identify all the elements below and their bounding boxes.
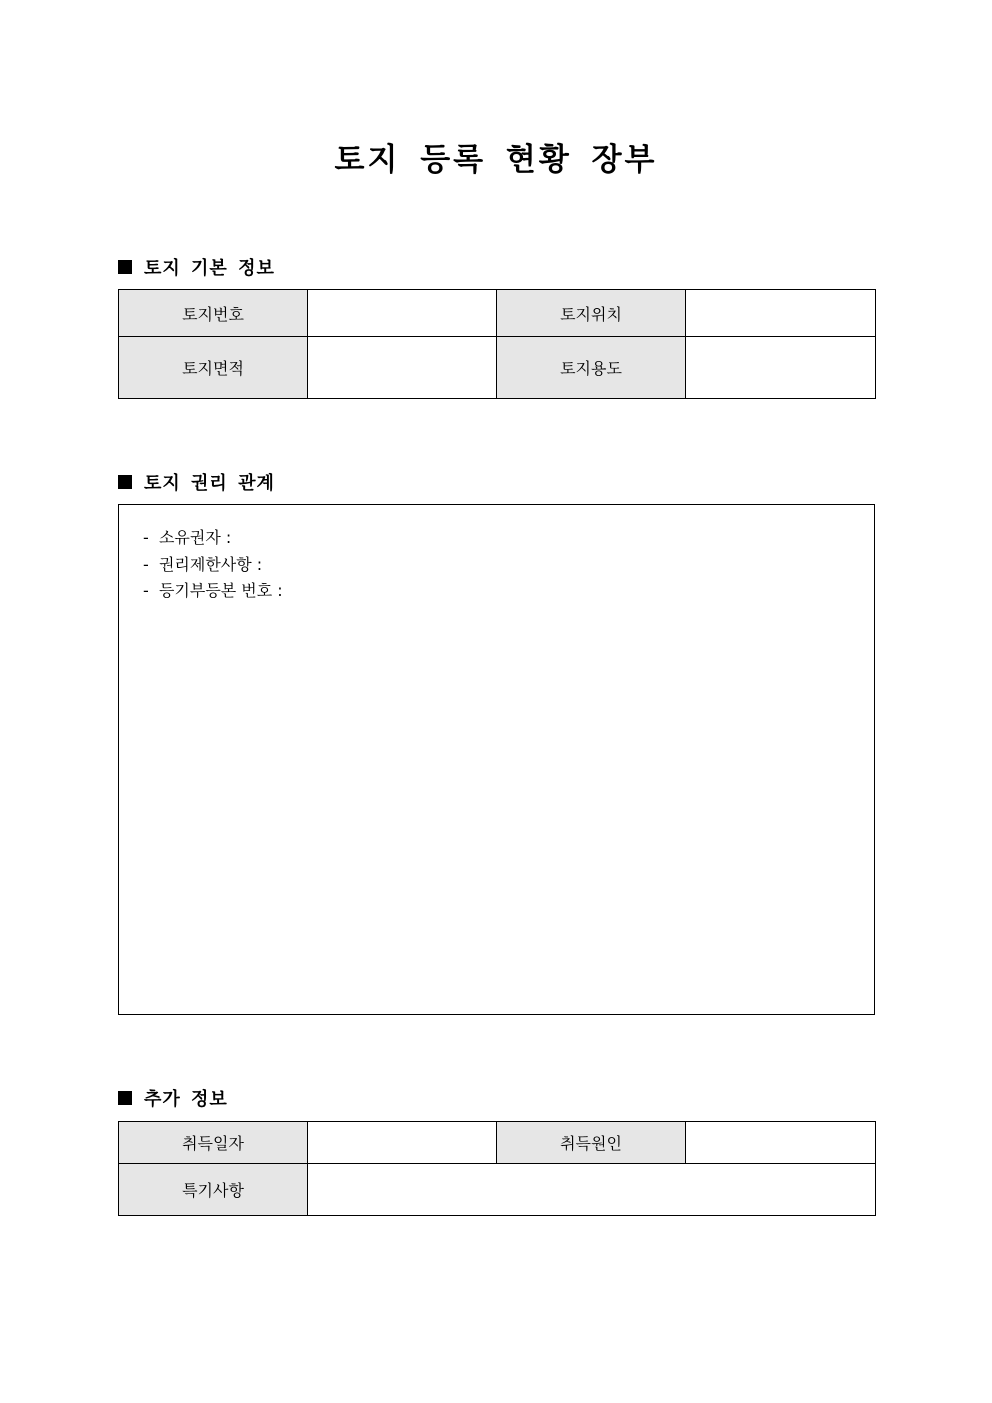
acquisition-date-field[interactable] [308, 1122, 497, 1164]
square-bullet-icon [118, 260, 132, 274]
square-bullet-icon [118, 1091, 132, 1105]
land-area-label: 토지면적 [119, 337, 308, 399]
land-location-field[interactable] [686, 290, 876, 337]
table-row [119, 1164, 876, 1216]
table-row [119, 1122, 876, 1164]
rights-textbox[interactable] [118, 504, 875, 1015]
land-use-label: 토지용도 [497, 337, 686, 399]
land-area-field[interactable] [308, 337, 497, 399]
acquisition-cause-label: 취득원인 [497, 1122, 686, 1164]
section-heading-rights [118, 469, 275, 495]
land-use-field[interactable] [686, 337, 876, 399]
section-heading-additional [118, 1085, 228, 1111]
land-number-field[interactable] [308, 290, 497, 337]
section-heading-basic [118, 254, 275, 280]
land-location-label: 토지위치 [497, 290, 686, 337]
land-number-label: 토지번호 [119, 290, 308, 337]
section-heading-basic-label: 토지 기본 정보 [144, 258, 275, 279]
restriction-item: - 권리제한사항 : [143, 554, 263, 574]
document-title: 토지 등록 현황 장부 [334, 142, 658, 178]
owner-item: - 소유권자 : [143, 528, 232, 547]
section-heading-rights-label: 토지 권리 관계 [144, 473, 275, 494]
basic-info-table [118, 289, 876, 399]
table-row [119, 337, 876, 399]
acquisition-cause-field[interactable] [686, 1122, 876, 1164]
registry-number-item: - 등기부등본 번호 : [143, 581, 283, 600]
remarks-field[interactable] [308, 1164, 876, 1216]
section-heading-additional-label: 추가 정보 [144, 1089, 228, 1110]
square-bullet-icon [118, 475, 132, 489]
table-row [119, 290, 876, 337]
additional-info-table [118, 1121, 876, 1216]
rights-list [143, 525, 283, 605]
remarks-label: 특기사항 [119, 1164, 308, 1216]
acquisition-date-label: 취득일자 [119, 1122, 308, 1164]
